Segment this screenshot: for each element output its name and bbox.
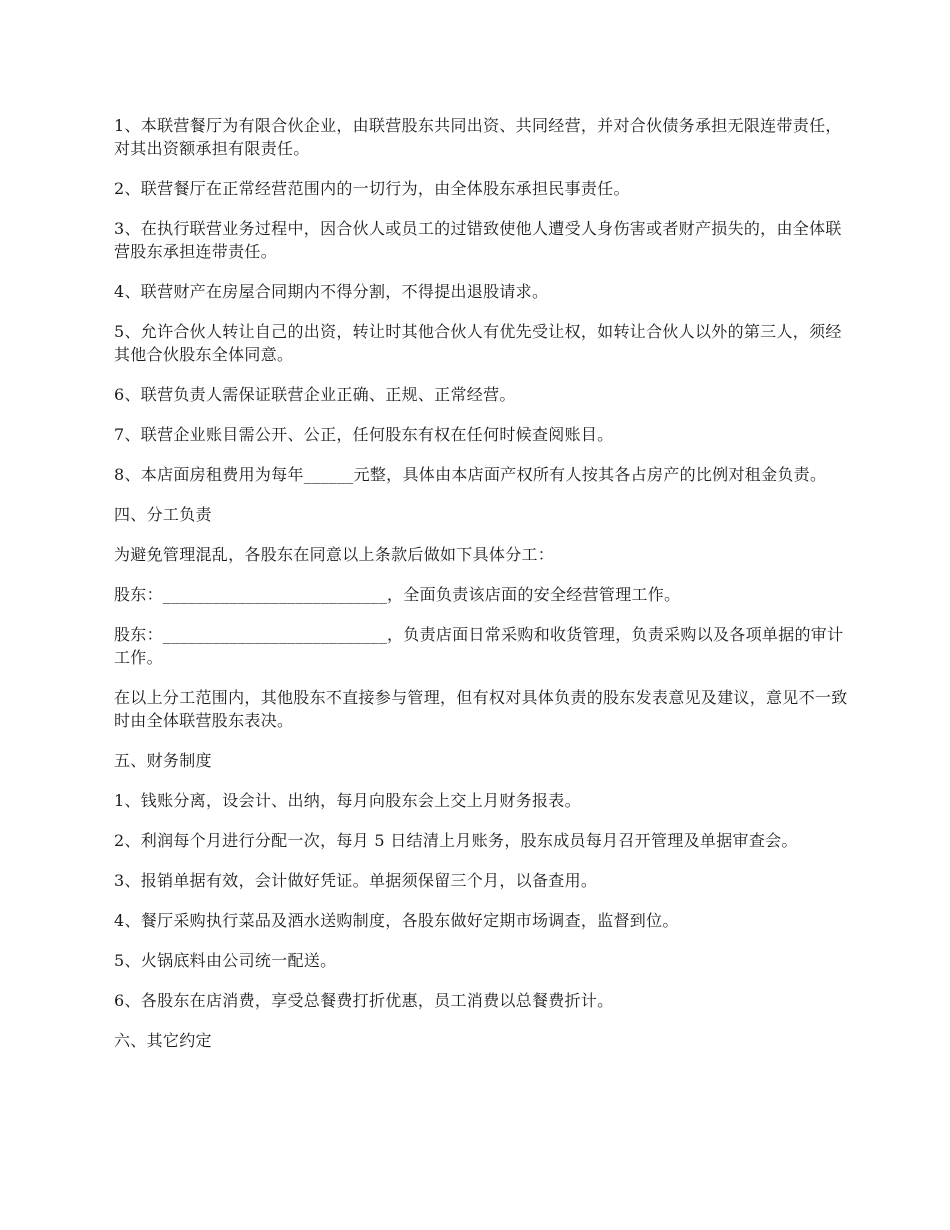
clause-4: 4、联营财产在房屋合同期内不得分割，不得提出退股请求。 (114, 282, 549, 301)
finance-clause-2: 2、利润每个月进行分配一次，每月 5 日结清上月账务，股东成员每月召开管理及单据审查会。 (114, 831, 798, 850)
finance-clause-1: 1、钱账分离，设会计、出纳，每月向股东会上交上月财务报表。 (114, 791, 581, 810)
document-body (114, 114, 854, 1069)
section-heading-other: 六、其它约定 (114, 1031, 212, 1050)
division-note: 在以上分工范围内，其他股东不直接参与管理，但有权对具体负责的股东发表意见及建议，意见不一致时由全体联营股东表决。 (114, 688, 848, 730)
clause-1: 1、本联营餐厅为有限合伙企业，由联营股东共同出资、共同经营，并对合伙债务承担无限连带责任，对其出资额承担有限责任。 (114, 116, 842, 158)
finance-clause-4: 4、餐厅采购执行菜品及酒水送购制度，各股东做好定期市场调查，监督到位。 (114, 911, 679, 930)
finance-clause-5: 5、火锅底料由公司统一配送。 (114, 951, 337, 970)
clause-3: 3、在执行联营业务过程中，因合伙人或员工的过错致使他人遭受人身伤害或者财产损失的，由全体联营股东承担连带责任。 (114, 219, 842, 261)
clause-8: 8、本店面房租费用为每年______元整，具体由本店面产权所有人按其各占房产的比例对租金负责。 (114, 465, 827, 484)
clause-6: 6、联营负责人需保证联营企业正确、正规、正常经营。 (114, 385, 516, 404)
clause-5: 5、允许合伙人转让自己的出资，转让时其他合伙人有优先受让权，如转让合伙人以外的第三人，须经其他合伙股东全体同意。 (114, 322, 842, 364)
section-heading-division: 四、分工负责 (114, 505, 212, 524)
division-intro: 为避免管理混乱，各股东在同意以上条款后做如下具体分工： (114, 545, 555, 564)
clause-2: 2、联营餐厅在正常经营范围内的一切行为，由全体股东承担民事责任。 (114, 179, 630, 198)
section-heading-finance: 五、财务制度 (114, 751, 212, 770)
clause-7: 7、联营企业账目需公开、公正，任何股东有权在任何时候查阅账目。 (114, 425, 614, 444)
finance-clause-3: 3、报销单据有效，会计做好凭证。单据须保留三个月，以备查用。 (114, 871, 598, 890)
shareholder-duty-1: 股东：___________________________，全面负责该店面的安全经营管理工作。 (114, 585, 681, 604)
finance-clause-6: 6、各股东在店消费，享受总餐费打折优惠，员工消费以总餐费折计。 (114, 991, 614, 1010)
shareholder-duty-2: 股东：___________________________，负责店面日常采购和收货管理，负责采购以及各项单据的审计工作。 (114, 625, 844, 667)
